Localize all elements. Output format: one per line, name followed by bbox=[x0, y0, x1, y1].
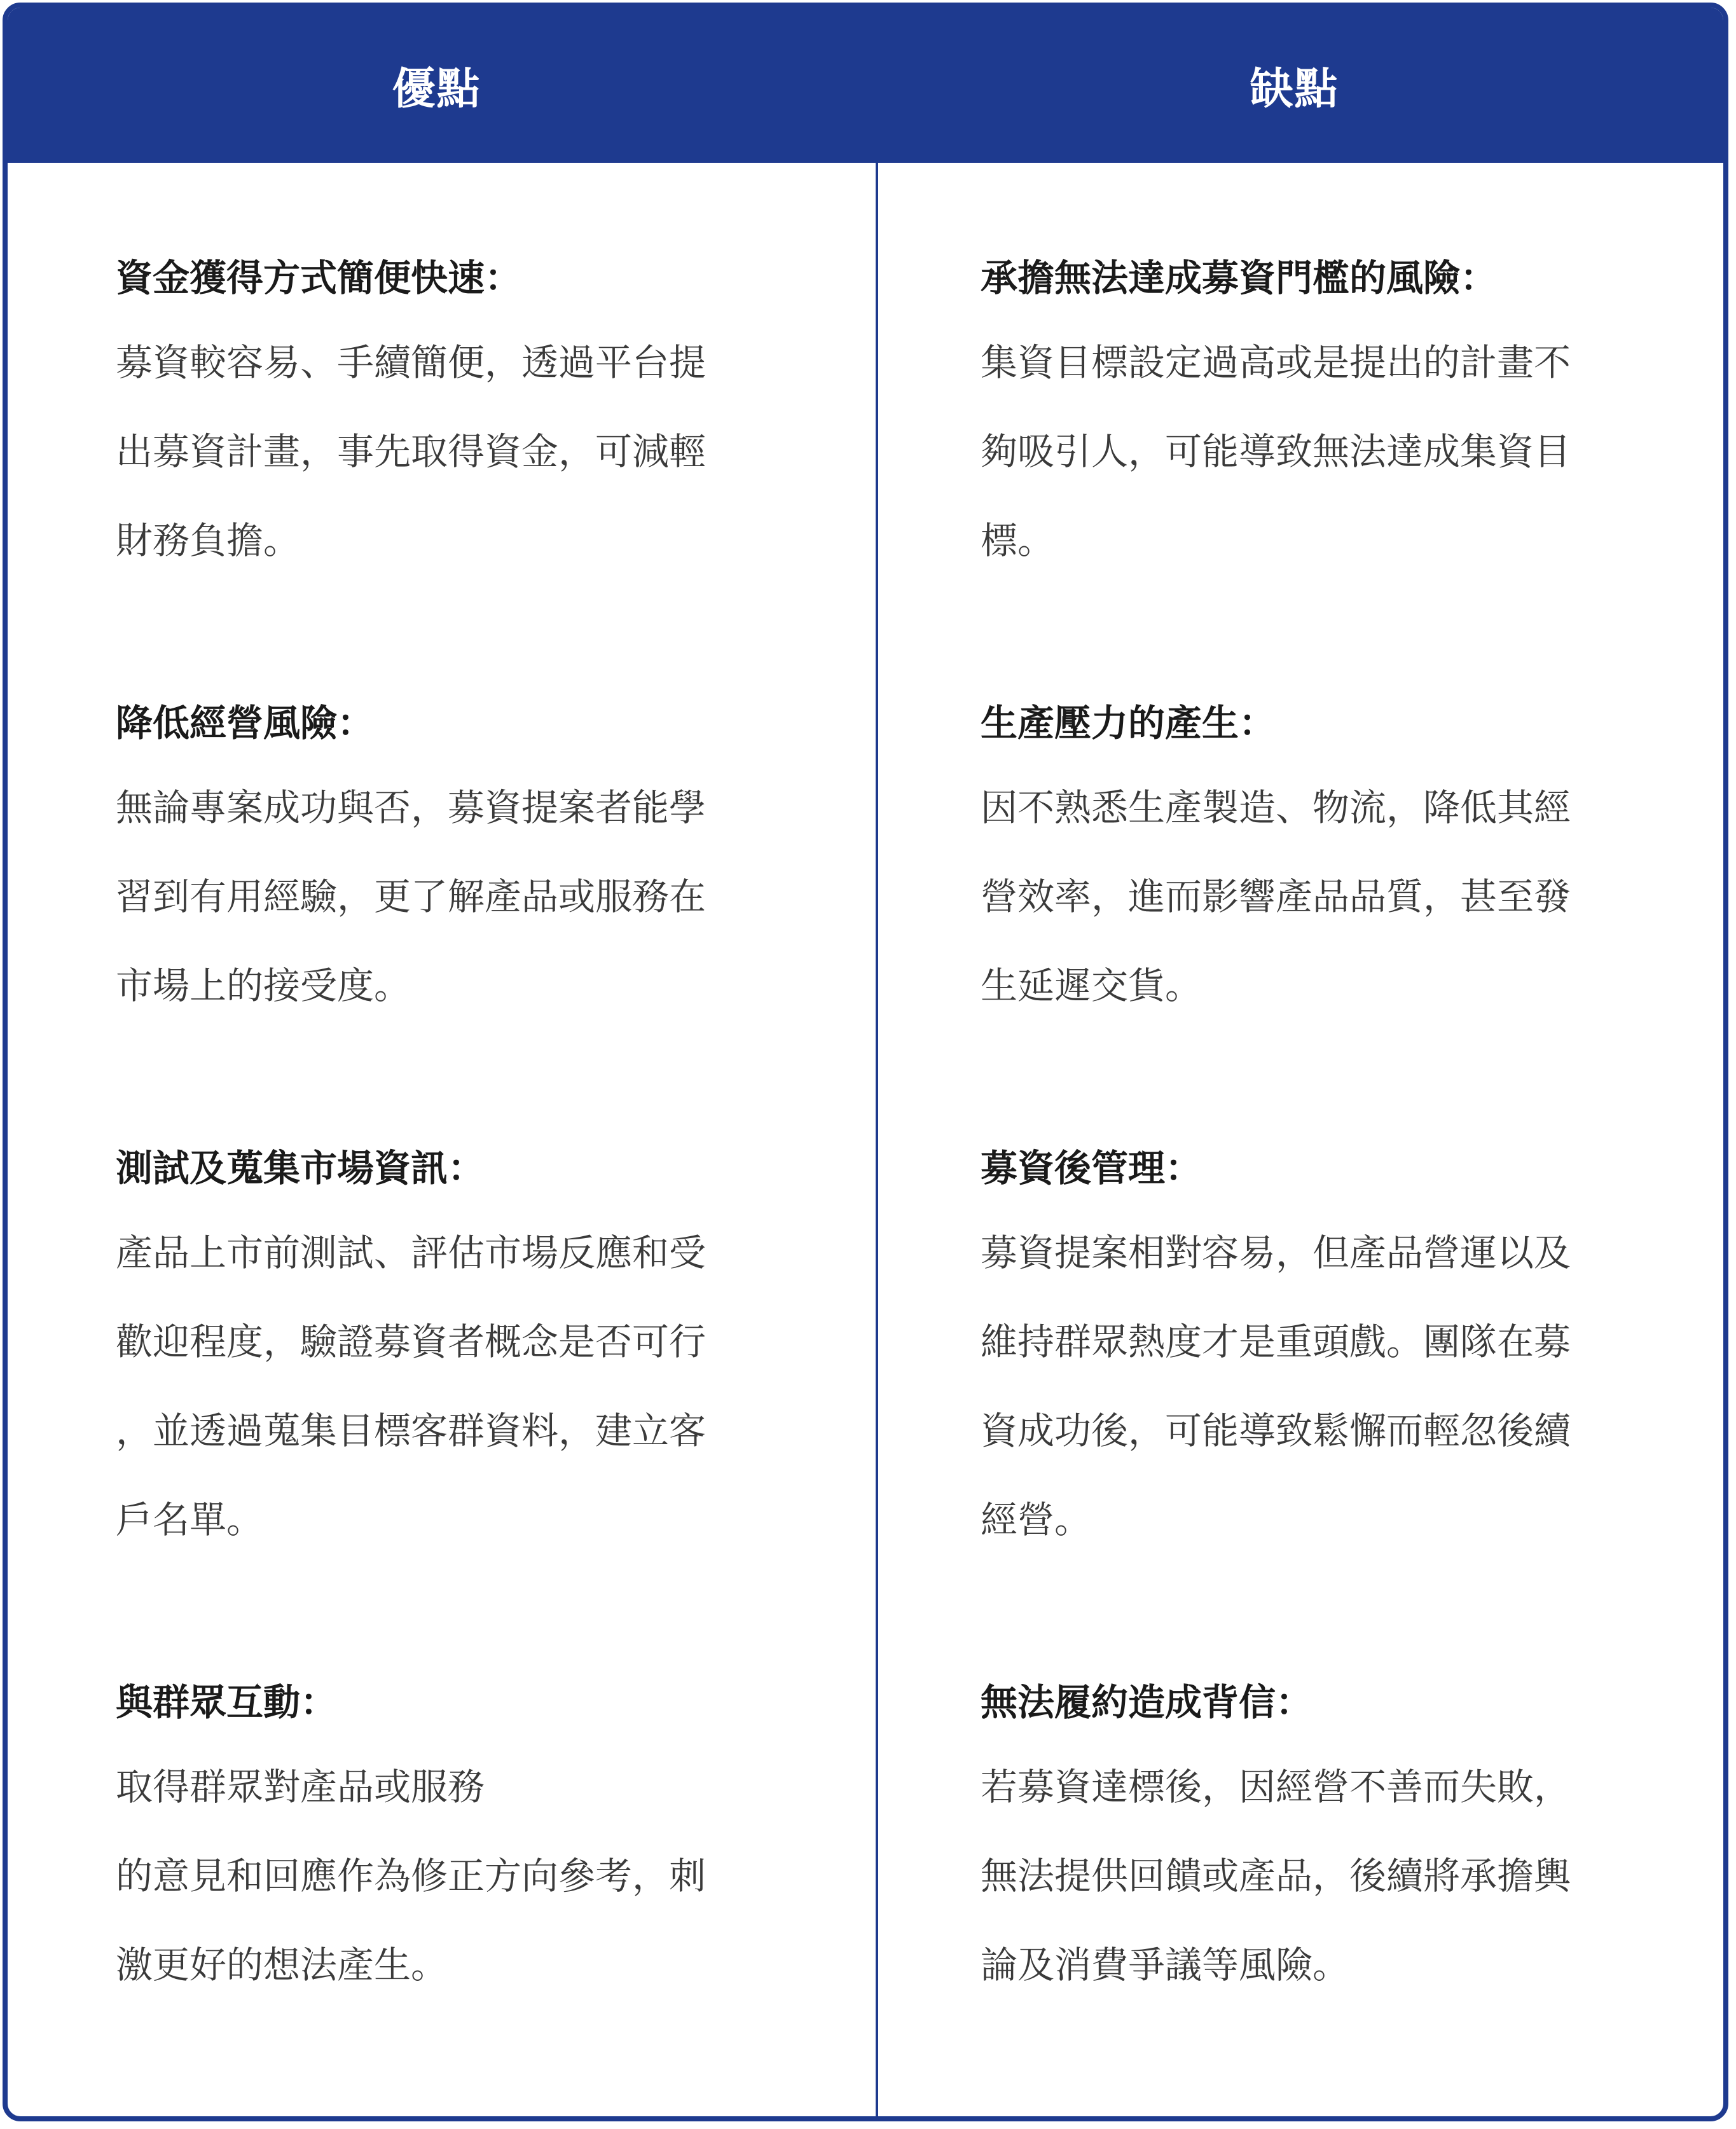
pros-cons-table bbox=[3, 3, 1728, 2121]
pros-item-title: 與群眾互動： bbox=[116, 1681, 338, 1724]
cons-item-body: 因不熟悉生產製造、物流，降低其經 營效率，進而影響產品品質，甚至發 生延遲交貨。 bbox=[981, 786, 1571, 1007]
pros-item-body: 募資較容易、手續簡便，透過平台提 出募資計畫，事先取得資金，可減輕 財務負擔。 bbox=[116, 341, 706, 562]
cons-header: 缺點 bbox=[1250, 64, 1339, 114]
column-divider bbox=[876, 163, 878, 2121]
pros-item-body: 取得群眾對產品或服務 的意見和回應作為修正方向參考，刺 激更好的想法產生。 bbox=[116, 1765, 706, 1987]
pros-item bbox=[116, 256, 777, 585]
cons-item-body: 集資目標設定過高或是提出的計畫不 夠吸引人，可能導致無法達成集資目 標。 bbox=[981, 341, 1571, 562]
pros-item-title: 測試及蒐集市場資訊： bbox=[116, 1147, 485, 1190]
cons-item-title: 承擔無法達成募資門檻的風險： bbox=[981, 256, 1498, 300]
pros-header: 優點 bbox=[392, 64, 481, 114]
pros-item bbox=[116, 1146, 777, 1564]
cons-item bbox=[981, 256, 1642, 585]
pros-item-body: 產品上市前測試、評估市場反應和受 歡迎程度，驗證募資者概念是否可行 ，並透過蒐集目標客群資料，建立客 戶名單。 bbox=[116, 1231, 706, 1541]
cons-item-title: 募資後管理： bbox=[981, 1147, 1202, 1190]
cons-item bbox=[981, 1680, 1642, 2009]
cons-item-title: 生產壓力的產生： bbox=[981, 701, 1276, 745]
pros-item-body: 無論專案成功與否，募資提案者能學 習到有用經驗，更了解產品或服務在 市場上的接受度。 bbox=[116, 786, 706, 1007]
pros-item bbox=[116, 701, 777, 1030]
pros-item-title: 資金獲得方式簡便快速： bbox=[116, 256, 522, 300]
cons-item bbox=[981, 1146, 1642, 1564]
cons-item bbox=[981, 701, 1642, 1030]
table-header bbox=[8, 8, 1723, 163]
pros-item bbox=[116, 1680, 777, 2009]
cons-item-body: 若募資達標後，因經營不善而失敗， 無法提供回饋或產品，後續將承擔輿 論及消費爭議等風險。 bbox=[981, 1765, 1571, 1987]
cons-item-title: 無法履約造成背信： bbox=[981, 1681, 1313, 1724]
pros-item-title: 降低經營風險： bbox=[116, 701, 375, 745]
cons-item-body: 募資提案相對容易，但產品營運以及 維持群眾熱度才是重頭戲。團隊在募 資成功後，可能導致鬆懈而輕忽後續 經營。 bbox=[981, 1231, 1571, 1541]
